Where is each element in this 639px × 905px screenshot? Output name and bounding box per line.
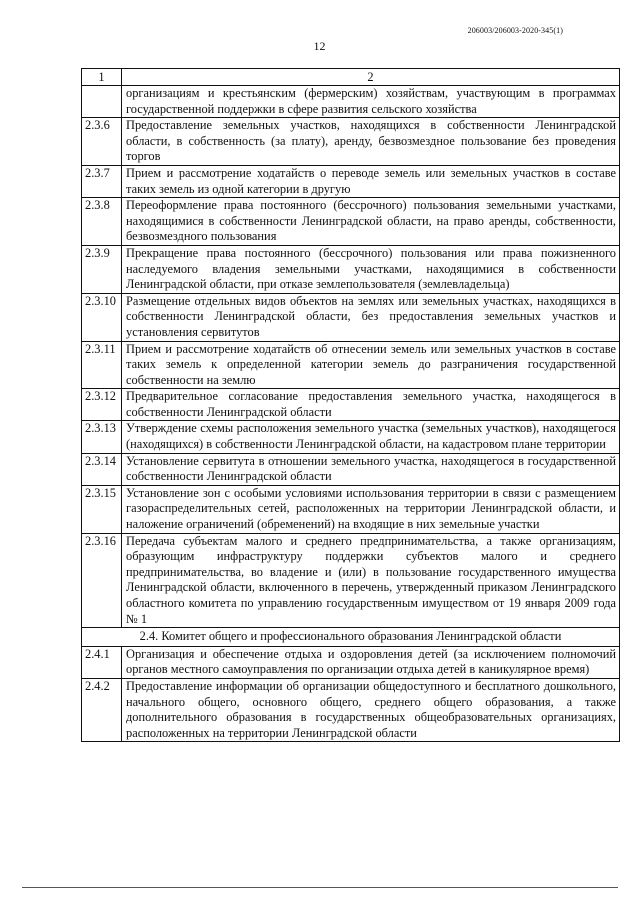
document-id: 206003/206003-2020-345(1) (467, 26, 563, 35)
row-number: 2.3.10 (82, 293, 122, 341)
page-number: 12 (313, 39, 326, 53)
row-number: 2.3.11 (82, 341, 122, 389)
row-number: 2.4.1 (82, 646, 122, 678)
row-number: 2.3.13 (82, 421, 122, 453)
table-row (82, 245, 620, 293)
section-row (82, 628, 620, 647)
row-text: Утверждение схемы расположения земельного участка (земельных участков), находящегося (находящихся) в собственности Ленинградской области, на кадастровом плане территории (122, 421, 620, 453)
row-number: 2.4.2 (82, 678, 122, 741)
row-text: Прием и рассмотрение ходатайств об отнесении земель или земельных участков в составе таких земель к определенной категории земель до разграничения государственной собственности на землю (122, 341, 620, 389)
table-row (82, 118, 620, 166)
table-row (82, 165, 620, 197)
row-text: Прекращение права постоянного (бессрочного) пользования или права пожизненного наследуемого владения земельными участками, находящимися в собственности Ленинградской области, при отказе землепользователя (землевладельца) (122, 245, 620, 293)
table-row (82, 198, 620, 246)
row-number (82, 86, 122, 118)
services-table (81, 68, 620, 742)
table-row (82, 389, 620, 421)
row-text: Предоставление земельных участков, находящихся в собственности Ленинградской области, в собственность (за плату), аренду, безвозмездное пользование без проведения торгов (122, 118, 620, 166)
page-bottom-divider (22, 887, 618, 888)
row-number: 2.3.16 (82, 533, 122, 628)
row-text: Размещение отдельных видов объектов на землях или земельных участках, находящихся в собственности Ленинградской области, без предоставления земельных участков и установления сервитутов (122, 293, 620, 341)
column-header-description: 2 (122, 69, 620, 86)
row-number: 2.3.15 (82, 485, 122, 533)
row-text: Передача субъектам малого и среднего предпринимательства, а также организациям, образующим инфраструктуру поддержки субъектов малого и среднего предпринимательства, во владение и (или) в пользование государственного имущества Ленинградской области, включенного в перечень, утвержденный приказом Ленинградского областного комитета по управлению государственным имуществом от 19 января 2009 года № 1 (122, 533, 620, 628)
row-text: Установление сервитута в отношении земельного участка, находящегося в государственной собственности Ленинградской области (122, 453, 620, 485)
table-row (82, 485, 620, 533)
table-row (82, 293, 620, 341)
table-row (82, 678, 620, 741)
table-row (82, 86, 620, 118)
section-title: 2.4. Комитет общего и профессионального образования Ленинградской области (82, 628, 620, 647)
row-text: Предоставление информации об организации общедоступного и бесплатного дошкольного, начального общего, основного общего, среднего общего образования, а также дополнительного образования в государственных общеобразовательных организациях, расположенных на территории Ленинградской области (122, 678, 620, 741)
table-row (82, 533, 620, 628)
table-header-row (82, 69, 620, 86)
row-text: Предварительное согласование предоставления земельного участка, находящегося в собственности Ленинградской области (122, 389, 620, 421)
row-number: 2.3.8 (82, 198, 122, 246)
row-text: Организация и обеспечение отдыха и оздоровления детей (за исключением полномочий органов местного самоуправления по организации отдыха детей в каникулярное время) (122, 646, 620, 678)
row-text: Переоформление права постоянного (бессрочного) пользования земельными участками, находящимися в собственности Ленинградской области, на право аренды, собственности, безвозмездного пользования (122, 198, 620, 246)
table-row (82, 453, 620, 485)
row-text: организациям и крестьянским (фермерским) хозяйствам, участвующим в программах государственной поддержки в сфере развития сельского хозяйства (122, 86, 620, 118)
table-row (82, 341, 620, 389)
table-row (82, 421, 620, 453)
row-number: 2.3.7 (82, 165, 122, 197)
column-header-number: 1 (82, 69, 122, 86)
row-number: 2.3.6 (82, 118, 122, 166)
row-number: 2.3.9 (82, 245, 122, 293)
row-text: Установление зон с особыми условиями использования территории в связи с размещением газораспределительных сетей, расположенных на территории Ленинградской области, и наложение ограничений (обременений) на входящие в них земельные участки (122, 485, 620, 533)
row-number: 2.3.12 (82, 389, 122, 421)
table-row (82, 646, 620, 678)
row-number: 2.3.14 (82, 453, 122, 485)
row-text: Прием и рассмотрение ходатайств о переводе земель или земельных участков в составе таких земель из одной категории в другую (122, 165, 620, 197)
